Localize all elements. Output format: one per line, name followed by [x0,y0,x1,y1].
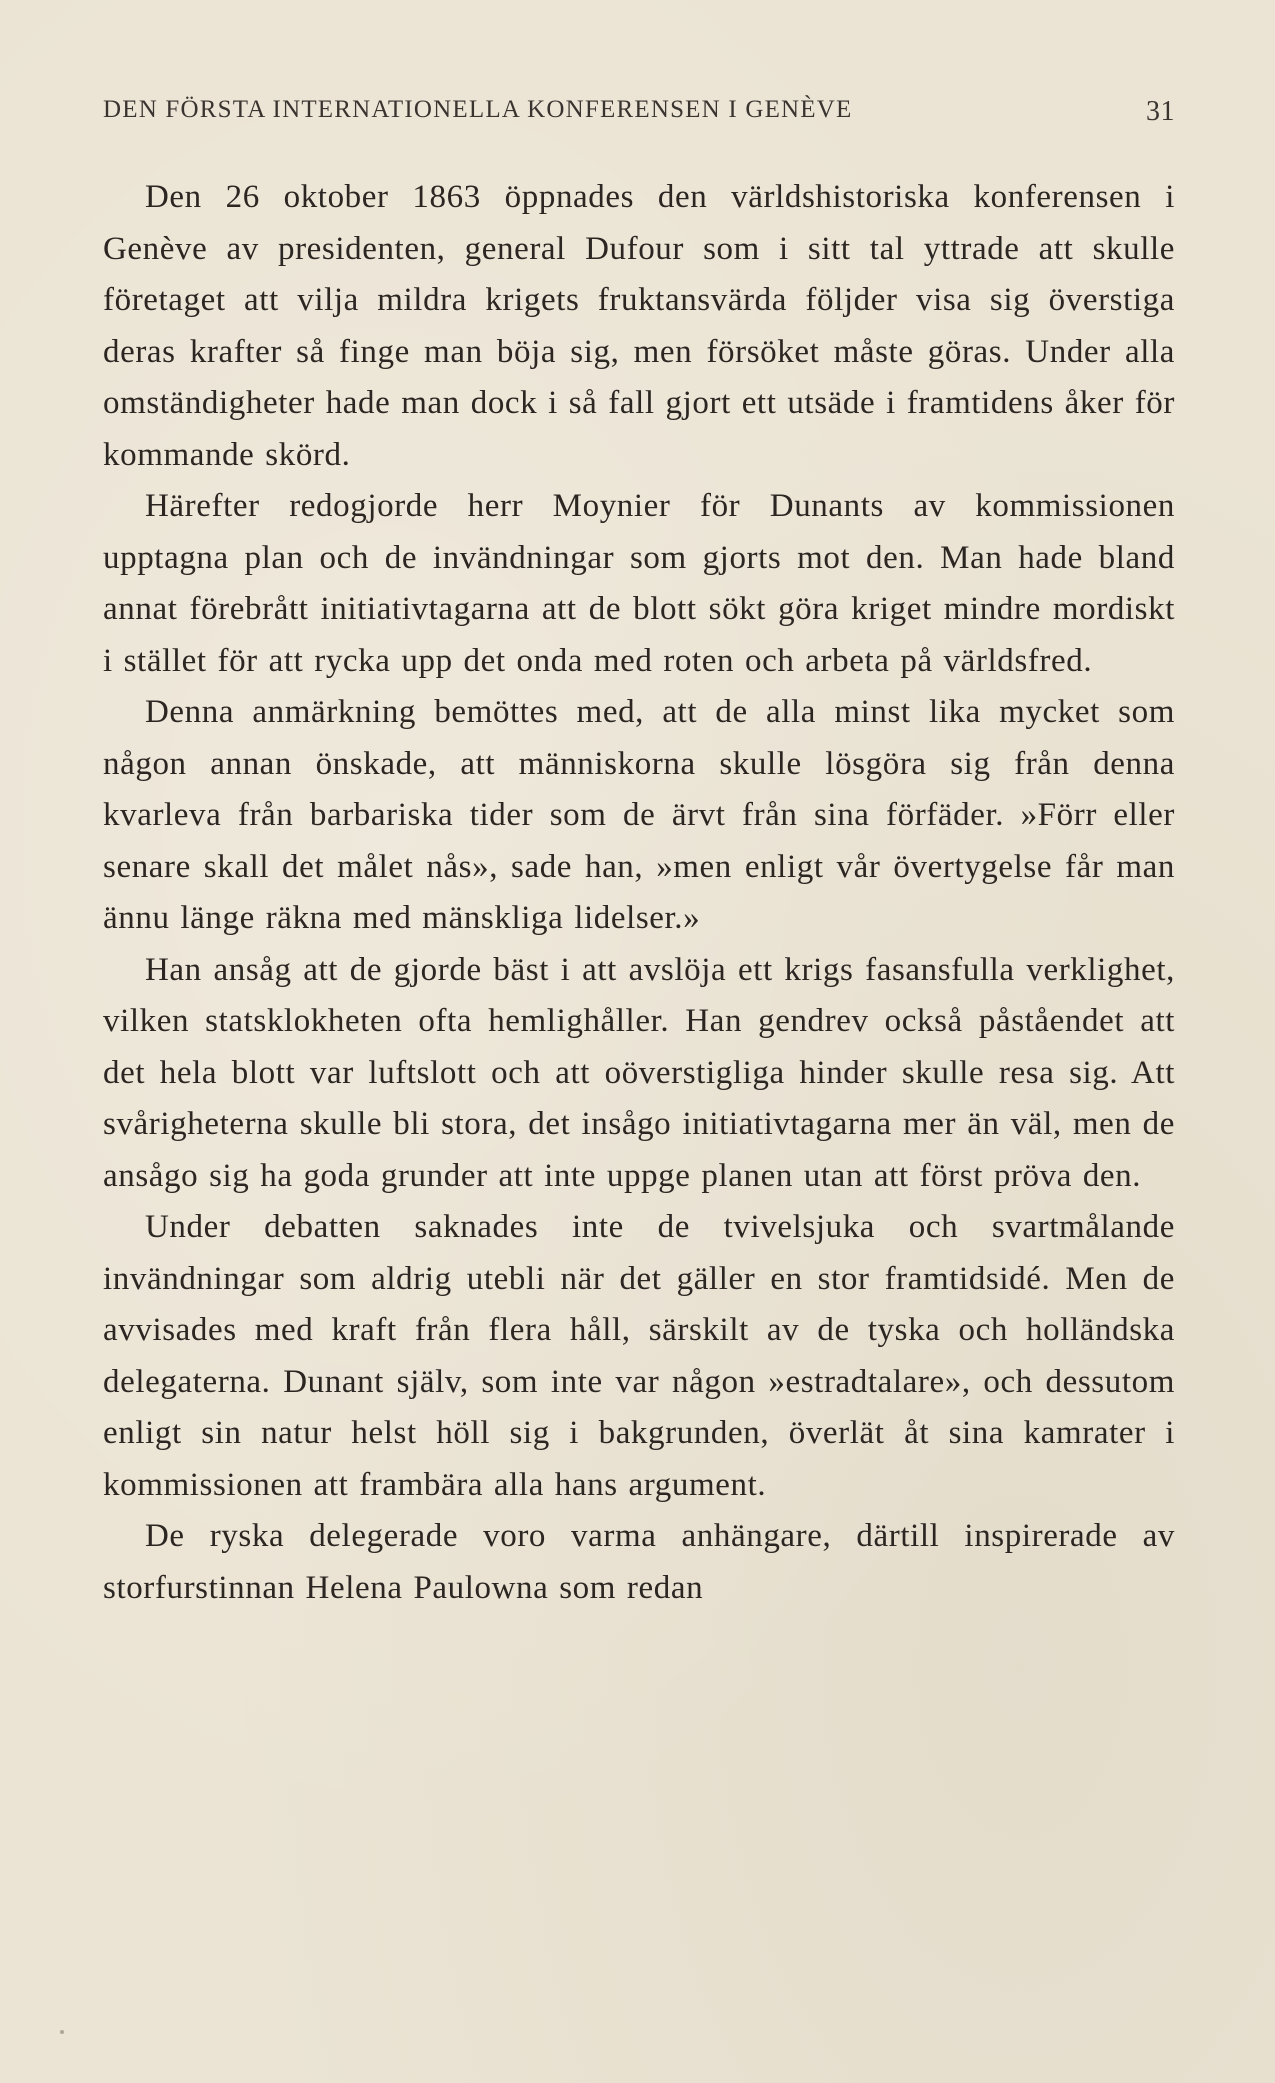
paragraph-3: Denna anmärkning bemöttes med, att de alla minst lika mycket som någon annan önskade, att människorna skulle lösgöra sig från denna kvarleva från barbariska tider som de ärvt från sina förfäder. »Förr eller senare skall det målet nås», sade han, »men enligt vår övertygelse får man ännu länge räkna med mänskliga lidelser.» [103,694,1175,936]
paragraph-1: Den 26 oktober 1863 öppnades den världshistoriska konferensen i Genève av presidenten, general Dufour som i sitt tal yttrade att skulle företaget att vilja mildra krigets fruktansvärda följder visa sig överstiga deras krafter så finge man böja sig, men försöket måste göras. Under alla omständigheter hade man dock i så fall gjort ett utsäde i framtidens åker för kommande skörd. [103,179,1175,473]
paragraph-5: Under debatten saknades inte de tvivelsjuka och svartmålande invändningar som aldrig utebli när det gäller en stor framtidsidé. Men de avvisades med kraft från flera håll, särskilt av de tyska och holländska delegaterna. Dunant själv, som inte var någon »estradtalare», och dessutom enligt sin natur helst höll sig i bakgrunden, överlät åt sina kamrater i kommissionen att frambära alla hans argument. [103,1209,1175,1503]
running-title: DEN FÖRSTA INTERNATIONELLA KONFERENSEN I GENÈVE [103,96,853,123]
paragraph-4: Han ansåg att de gjorde bäst i att avslöja ett krigs fasansfulla verklighet, vilken statsklokheten ofta hemlighåller. Han gendrev också påståendet att det hela blott var luftslott och att oöverstigliga hinder skulle resa sig. Att svårigheterna skulle bli stora, det insågo initiativtagarna mer än väl, men de ansågo sig ha goda grunder att inte uppge planen utan att först pröva den. [103,951,1175,1194]
body-text [103,172,1175,1614]
paper-speck [60,2030,64,2034]
paragraph-6: De ryska delegerade voro varma anhängare, därtill inspirerade av storfurstinnan Helena Paulowna som redan [103,1518,1175,1606]
page-number: 31 [1146,96,1175,127]
running-header [103,96,1175,136]
paragraph-2: Härefter redogjorde herr Moynier för Dunants av kommissionen upptagna plan och de invändningar som gjorts mot den. Man hade bland annat förebrått initiativtagarna att de blott sökt göra kriget mindre mordiskt i stället för att rycka upp det onda med roten och arbeta på världsfred. [103,488,1175,679]
